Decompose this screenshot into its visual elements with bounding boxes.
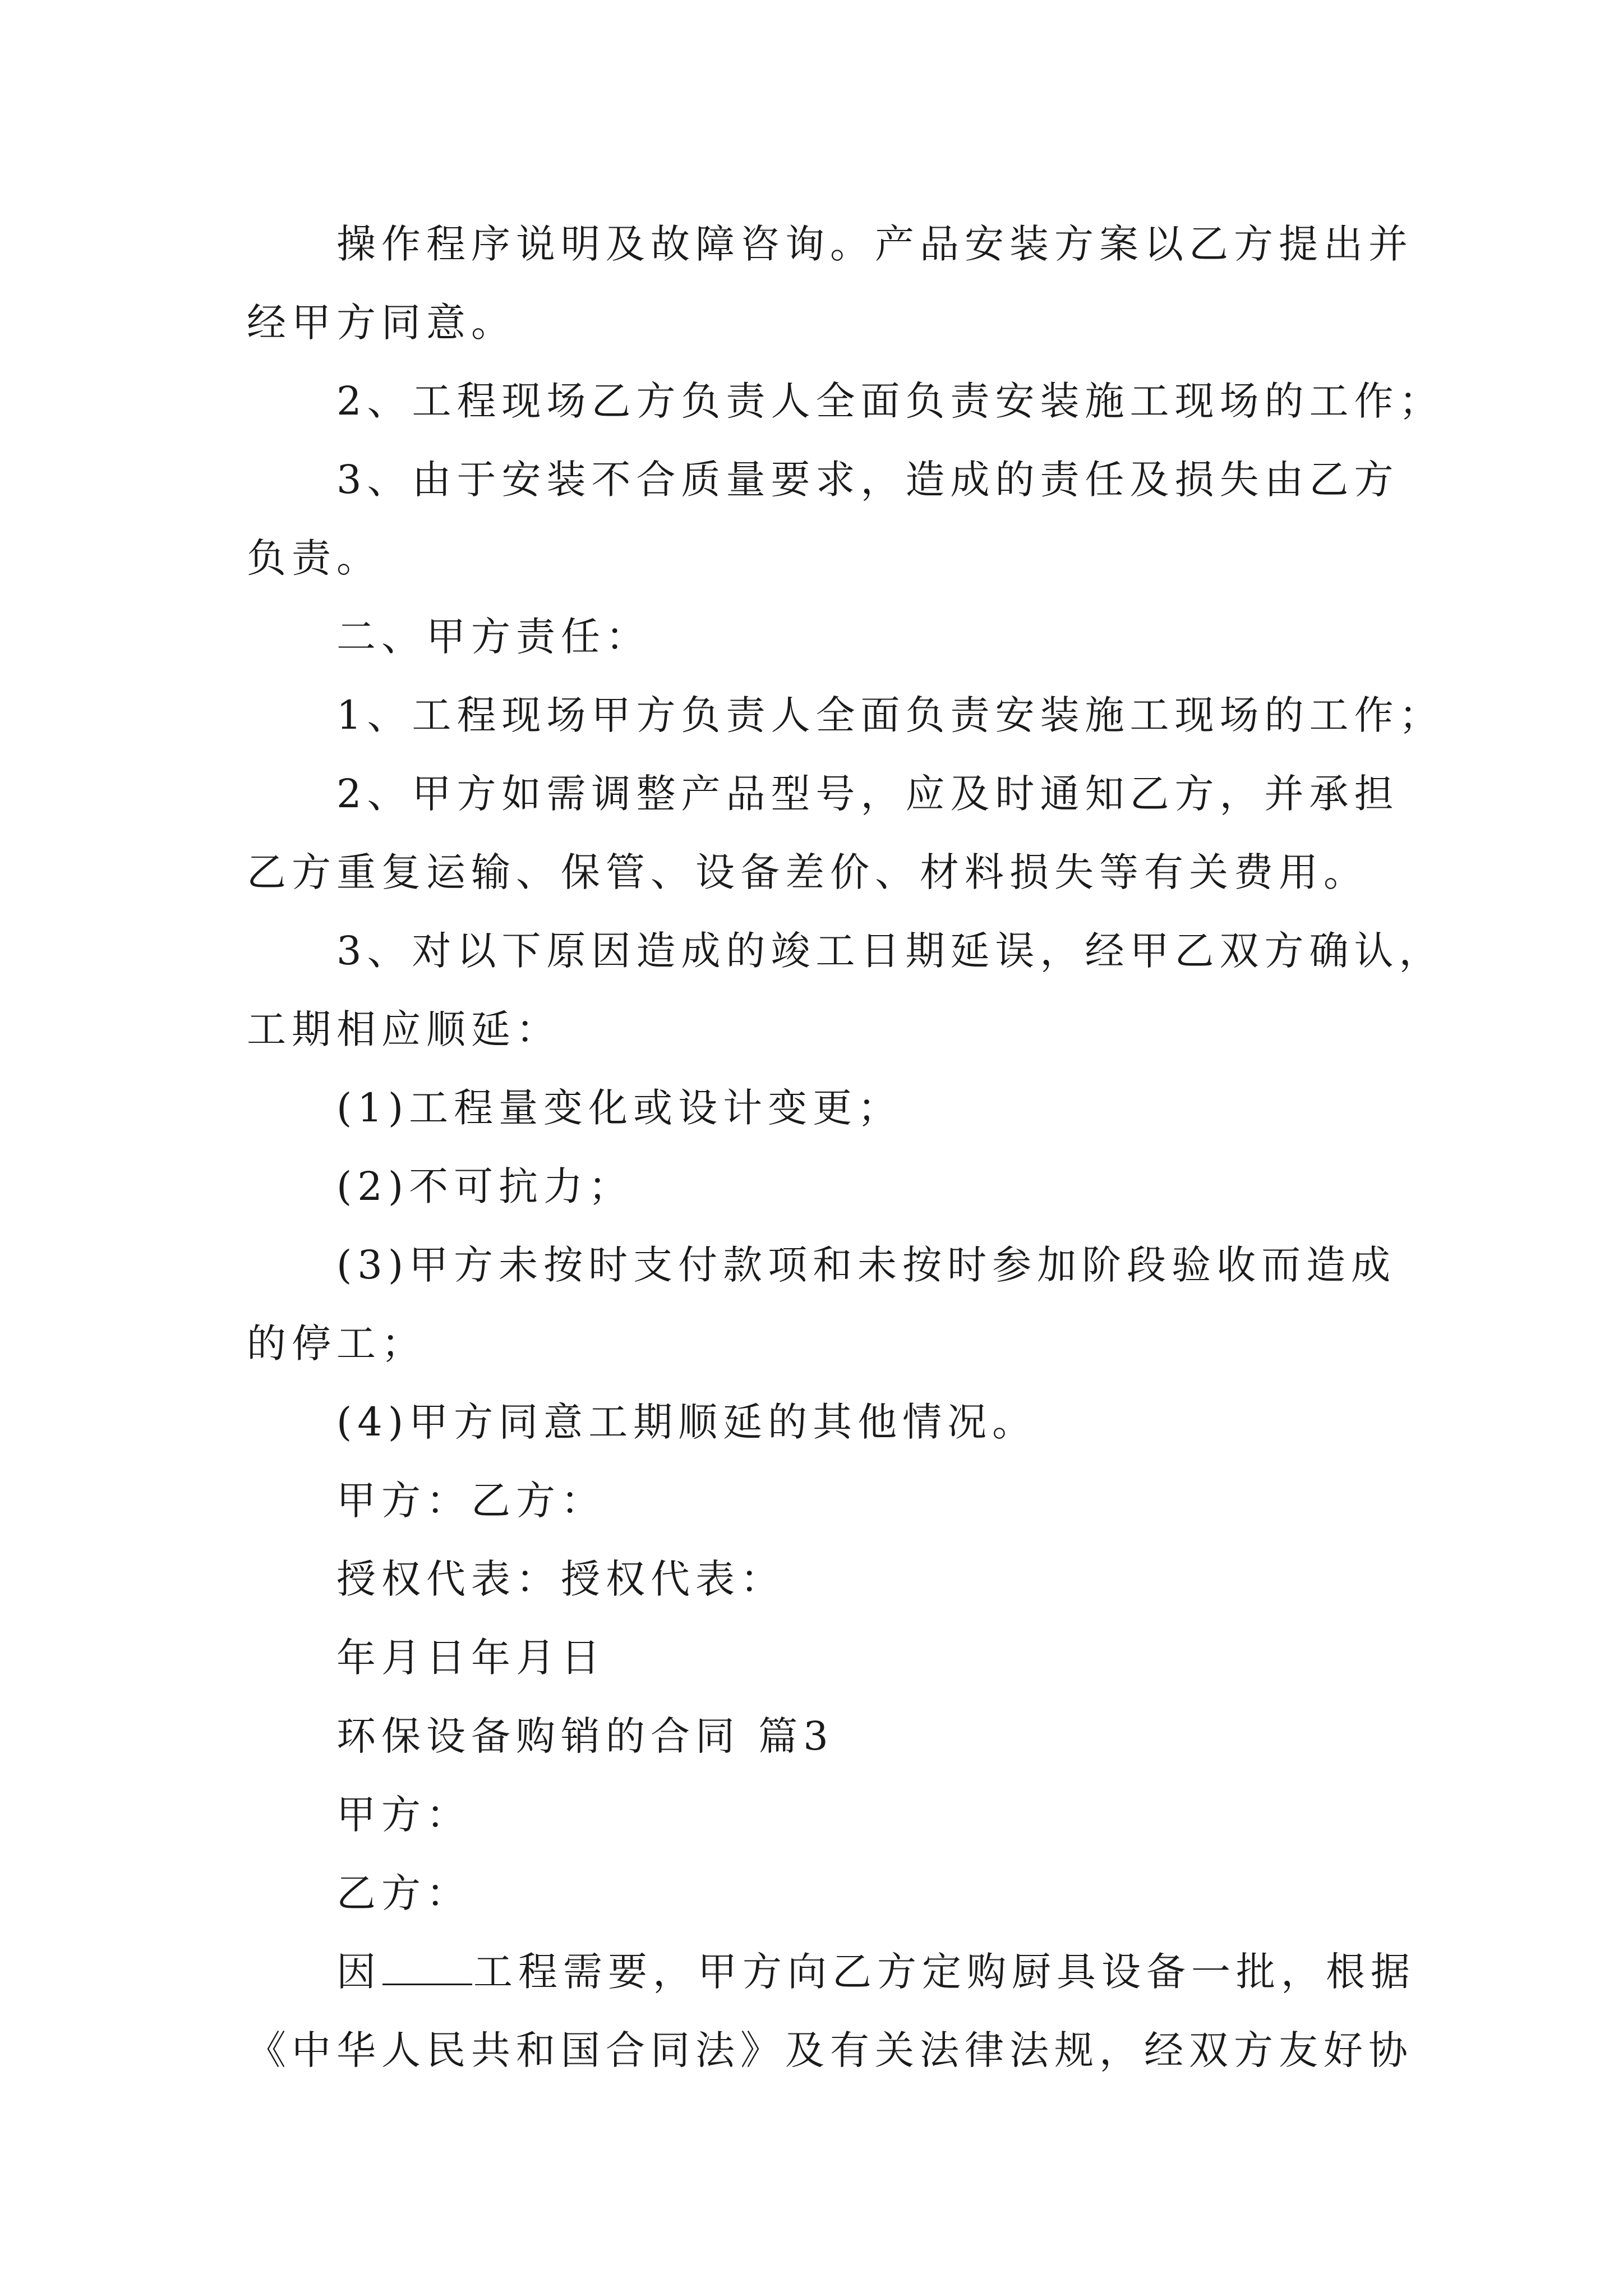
line-text: 经甲方同意。 (247, 300, 516, 346)
line-text: 操作程序说明及故障咨询。产品安装方案以乙方提出并 (336, 221, 1413, 267)
line-text: 的停工； (247, 1320, 426, 1366)
paragraph-line (247, 990, 1385, 1069)
line-text: 年月日年月日 (336, 1635, 606, 1681)
paragraph-line (247, 1069, 1385, 1147)
line-text-before-blank: 因 (336, 1949, 381, 1995)
line-text: (4)甲方同意工期顺延的其他情况。 (336, 1399, 1038, 1445)
line-text-after-blank: 工程需要，甲方向乙方定购厨具设备一批，根据 (473, 1949, 1415, 1995)
paragraph-line (247, 205, 1413, 283)
line-text: (3)甲方未按时支付款项和未按时参加阶段验收而造成 (336, 1242, 1396, 1288)
paragraph-line (247, 1147, 1385, 1226)
paragraph-line (247, 440, 1399, 519)
paragraph-line (247, 1226, 1396, 1304)
paragraph-line (247, 912, 1444, 990)
line-text: 负责。 (247, 535, 381, 581)
line-text: (1)工程量变化或设计变更； (336, 1085, 903, 1131)
line-text: 二、甲方责任： (336, 614, 651, 660)
paragraph-line (247, 1540, 1385, 1618)
paragraph-line (247, 519, 1385, 597)
paragraph-line (247, 1304, 1385, 1383)
paragraph-line-blank (247, 1932, 1415, 2011)
line-text: 工期相应顺延： (247, 1006, 561, 1052)
paragraph-line (247, 1383, 1385, 1461)
paragraph-line (247, 1854, 1385, 1932)
paragraph-line (247, 1618, 1385, 1697)
paragraph-line (247, 283, 1385, 362)
line-text: 2、甲方如需调整产品型号，应及时通知乙方，并承担 (336, 771, 1399, 817)
line-text: 环保设备购销的合同 篇3 (336, 1713, 834, 1759)
line-text: (2)不可抗力； (336, 1163, 634, 1209)
line-text: 乙方重复运输、保管、设备差价、材料损失等有关费用。 (247, 849, 1368, 895)
document-body (247, 205, 1444, 2090)
line-text: 3、对以下原因造成的竣工日期延误，经甲乙双方确认， (336, 928, 1444, 974)
line-text: 3、由于安装不合质量要求，造成的责任及损失由乙方 (336, 457, 1399, 503)
paragraph-line (247, 754, 1399, 833)
line-text: 2、工程现场乙方负责人全面负责安装施工现场的工作； (336, 378, 1444, 424)
paragraph-line (247, 676, 1444, 754)
paragraph-line (247, 362, 1444, 440)
paragraph-line (247, 597, 1385, 676)
line-text: 授权代表：授权代表： (336, 1556, 785, 1602)
paragraph-line (247, 833, 1385, 912)
line-text: 1、工程现场甲方负责人全面负责安装施工现场的工作； (336, 692, 1444, 738)
line-text-last: 《中华人民共和国合同法》及有关法律法规，经双方友好协 (247, 2027, 1413, 2073)
line-text: 甲方： (336, 1792, 471, 1838)
paragraph-line (247, 1775, 1385, 1854)
line-text: 甲方：乙方： (336, 1478, 606, 1524)
text-lines (247, 205, 1444, 1932)
paragraph-line (247, 1697, 1385, 1775)
fill-in-blank (382, 1950, 472, 1985)
line-text: 乙方： (336, 1870, 471, 1916)
paragraph-line-last (247, 2011, 1413, 2090)
paragraph-line (247, 1461, 1385, 1540)
